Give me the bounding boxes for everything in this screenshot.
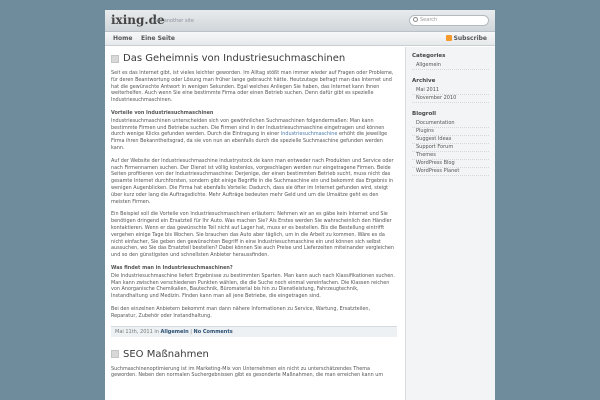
post-paragraph: Auf der Website der Industriesuchmaschine industrystock.de kann man entweder nach Produkten und Service oder nach Firmennamen suchen. Der Dienst ist völlig kostenlos, vorgeschlagen werden nur eingetragene Firmen. Beide Seiten profitieren von der Industriesuchmaschine: Derjenige, der einen bestimmten Betrieb sucht, muss nicht das gesamte Internet durchforsten, sondern gibt einige Begriffe in die Suchmaschine ein und bekommt das Ergebnis in wenigen Augenblicken. Die Firma hat ebenfalls Vorteile: Dadurch, dass sie öfter im Internet gefunden wird, steigt über kurz oder lang die Auftragsdichte. Mehr Aufträge bedeuten mehr Geld und um die Umsätze geht es den meisten Firmen.	[111, 157, 394, 205]
sidebar-item-wordpress-planet[interactable]: WordPress Planet	[412, 168, 489, 176]
post-icon	[111, 350, 119, 358]
post-paragraph: Bei den einzelnen Anbietern bekommt man dann nähere Informationen zu Service, Wartung, Ersatzteilen, Reparatur, Zubehör oder Instandhaltung.	[111, 305, 371, 319]
post-subheading: Was findet man in Industriesuchmaschinen?	[111, 264, 233, 271]
blog-tagline: Just another site	[153, 18, 194, 24]
post-paragraph: Suchmaschinenoptimierung ist im Marketing-Mix von Unternehmen ein nicht zu unterschätzendes Thema geworden. Neben den normalen Suchergebnissen gibt es gesonderte Maßnahmen, die man erreichen kann um	[111, 365, 384, 379]
rss-icon	[446, 35, 452, 41]
nav-item-home[interactable]: Home	[113, 35, 133, 42]
search-icon	[413, 17, 418, 22]
search-placeholder: Search	[420, 17, 438, 23]
post-text: erhöht die jeweilige Firma ihren Bekanntheitsgrad, da sie von nun an ebenfalls durch die spezielle Suchmaschine gefunden werden kann.	[111, 131, 388, 151]
post-title-link[interactable]: Das Geheimnis von Industriesuchmaschinen	[123, 53, 346, 64]
post-paragraph: Seit es das Internet gibt, ist vieles leichter geworden. Im Alltag stößt man immer wieder auf Fragen oder Probleme, für deren Beantwortung oder Lösung man früher lange gebraucht hätte. Heutzutage befragt man das Internet und hat die gewünschte Antwort in wenigen Sekunden. Egal welches Anliegen Sie haben, das Internet kann Ihnen weiterhelfen. Auch wenn Sie eine bestimmte Firma oder einen Betrieb suchen. Denn dafür gibt es spezielle Industriesuchmaschinen.	[111, 70, 394, 104]
post-title-link[interactable]: SEO Maßnahmen	[123, 348, 209, 360]
sidebar-heading-archive: Archive	[412, 78, 436, 84]
sidebar-item-suggest-ideas[interactable]: Suggest Ideas	[412, 136, 489, 144]
archive-list	[412, 87, 489, 103]
sidebar-heading-categories: Categories	[412, 53, 446, 59]
post-title	[111, 53, 397, 64]
page-wrapper	[105, 10, 495, 400]
comments-link[interactable]: No Comments	[193, 328, 233, 335]
post-icon	[111, 55, 119, 63]
sidebar-item-wordpress-blog[interactable]: WordPress Blog	[412, 160, 489, 168]
main-nav	[105, 32, 495, 46]
subscribe-label: Subscribe	[453, 35, 487, 42]
sidebar-item-mai-2011[interactable]: Mai 2011	[412, 87, 489, 95]
blog-title[interactable]: ixing.de	[111, 13, 165, 27]
site-header	[105, 10, 495, 32]
post-paragraph: Die Industriesuchmaschine liefert Ergebnisse zu bestimmten Sparten. Man kann auch nach Klassifikationen suchen. Man kann zwischen verschiedenen Punkten wählen, die die Suche noch einmal vereinfachen. Die Klassen reichen von Anorganische Chemikalien, Bautechnik, Büromaterial bis hin zu Dienstleistung, Fahrzeugtechnik, Instandhaltung und Medizin. Finden kann man all jene Betriebe, die eingetragen sind.	[111, 272, 395, 300]
sidebar-item-november-2010[interactable]: November 2010	[412, 95, 489, 103]
post-text: Industriesuchmaschinen unterscheiden sich von gewöhnlichen Suchmaschinen folgendermaßen: Man kann bestimmte Firmen und Betriebe suchen. Die Firmen sind in der Industriesuchmaschine eingetragen und können durch wenige Klicks gefunden werden. Durch die Eintragung in einer	[111, 117, 385, 138]
sidebar	[405, 47, 495, 400]
post-meta	[111, 326, 397, 337]
subscribe-link[interactable]	[454, 35, 487, 42]
category-link[interactable]: Allgemein	[160, 328, 189, 335]
sidebar-item-documentation[interactable]: Documentation	[412, 120, 489, 128]
meta-separator: |	[188, 328, 194, 335]
post-paragraph	[111, 118, 397, 152]
sidebar-item-plugins[interactable]: Plugins	[412, 128, 489, 136]
categories-list	[412, 62, 489, 70]
nav-item-eine-seite[interactable]: Eine Seite	[141, 35, 175, 42]
post-subheading: Vorteile von Industriesuchmaschinen	[111, 109, 214, 116]
post-paragraph: Ein Beispiel soll die Vorteile von Industriesuchmaschinen erläutern: Nehmen wir an es gäbe kein Internet und Sie benötigen dringend ein Ersatzteil für Ihr Auto. Was machen Sie? Als Erstes werden Sie wahrscheinlich den Händler kontaktieren. Wenn er das gewünschte Teil nicht auf Lager hat, muss er es bestellen. Bis die Bestellung eintrifft vergehen einige Tage bis Wochen. Sie brauchen das Auto aber täglich, um in die Arbeit zu kommen. Wäre es da nicht einfacher, Sie geben den gewünschten Begriff in eine Industriesuchmaschine ein und können sich selbst aussuchen, wo Sie das Ersatzteil bestellen? Dabei können Sie auch Preise und Lieferzeiten miteinander vergleichen und so den günstigsten und schnellsten Anbieter heraussfinden.	[111, 211, 395, 259]
sidebar-heading-blogroll: Blogroll	[412, 111, 437, 117]
industriesuchmaschine-link[interactable]: Industriesuchmaschine	[280, 131, 338, 138]
post-date: Mai 11th, 2011 in	[115, 328, 161, 335]
sidebar-item-themes[interactable]: Themes	[412, 152, 489, 160]
main-content	[105, 47, 403, 400]
blogroll-list	[412, 120, 489, 176]
post-title	[111, 349, 397, 360]
search-input[interactable]	[409, 15, 489, 26]
sidebar-item-support-forum[interactable]: Support Forum	[412, 144, 489, 152]
sidebar-item-allgemein[interactable]: Allgemein	[412, 62, 489, 70]
